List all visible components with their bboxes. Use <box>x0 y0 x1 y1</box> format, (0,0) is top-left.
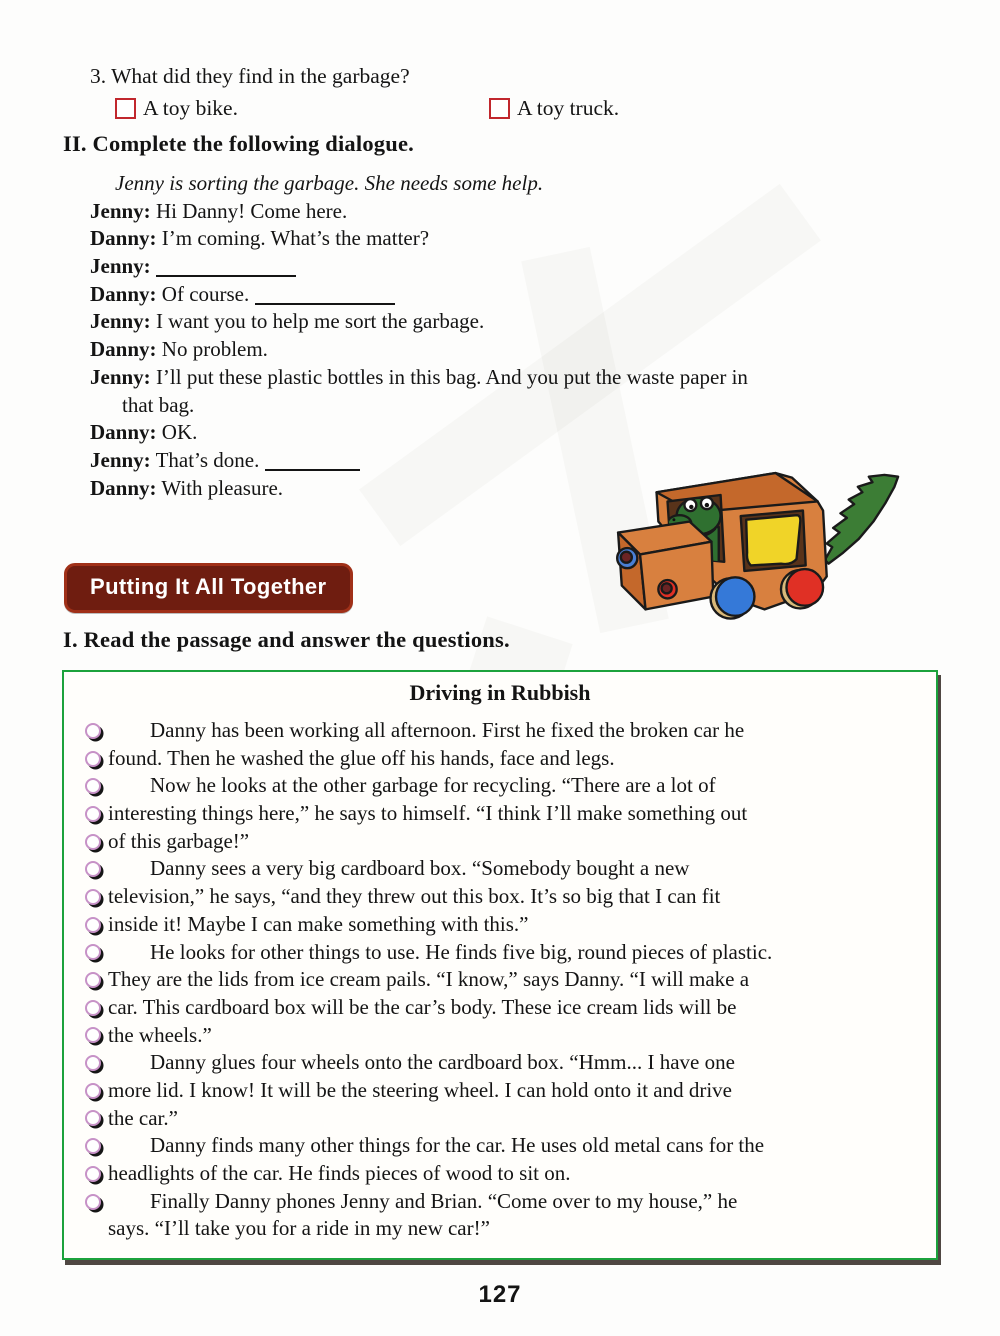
dino-tail <box>825 475 898 564</box>
speaker-name: Jenny: <box>90 447 151 472</box>
ring-slot <box>85 828 101 856</box>
speaker-name: Jenny: <box>90 254 151 279</box>
passage-line: says. “I’ll take you for a ride in my new car!” <box>108 1216 490 1241</box>
margin-rings <box>85 717 101 1215</box>
option-label: A toy bike. <box>143 96 238 120</box>
ring-slot <box>85 1132 101 1160</box>
passage-line: inside it! Maybe I can make something with this.” <box>108 911 529 936</box>
dialogue-line: Danny: With pleasure. <box>90 475 284 500</box>
question-number: 3. <box>90 64 107 88</box>
ring-icon <box>85 917 101 933</box>
speaker-name: Danny: <box>90 281 157 306</box>
car-hood-front <box>640 542 713 610</box>
ring-icon <box>85 1055 101 1071</box>
passage-line: more lid. I know! It will be the steering wheel. I can hold onto it and drive <box>108 1077 733 1102</box>
ring-slot <box>85 855 101 883</box>
ring-slot <box>85 745 101 773</box>
ring-icon <box>85 834 101 850</box>
section-1-heading: I. Read the passage and answer the questions. <box>63 627 510 652</box>
headlight-left-can <box>621 552 632 563</box>
dialogue-intro: Jenny is sorting the garbage. She needs some help. <box>115 171 544 195</box>
question-3 <box>90 64 410 89</box>
passage-line: Now he looks at the other garbage for recycling. “There are a lot of <box>150 773 716 798</box>
passage-line: Finally Danny phones Jenny and Brian. “Come over to my house,” he <box>150 1188 738 1213</box>
rear-wheel <box>786 569 823 606</box>
answer-blank[interactable] <box>156 273 296 277</box>
ring-slot <box>85 911 101 939</box>
answer-blank[interactable] <box>255 301 395 305</box>
dialogue-line: Jenny: I’ll put these plastic bottles in this bag. And you put the waste paper in <box>90 364 748 389</box>
passage-line: found. Then he washed the glue off his hands, face and legs. <box>108 745 615 770</box>
speaker-name: Danny: <box>90 226 157 251</box>
question-3-options <box>0 96 1000 126</box>
ring-slot <box>85 1188 101 1216</box>
putting-it-all-together-banner <box>64 563 353 613</box>
passage-line: Danny has been working all afternoon. First he fixed the broken car he <box>150 718 745 742</box>
ring-slot <box>85 1105 101 1133</box>
dialogue-line: Danny: No problem. <box>90 337 268 362</box>
dialogue-line <box>90 253 930 281</box>
ring-icon <box>85 1000 101 1016</box>
option-toy-bike <box>115 96 238 121</box>
dialogue-line: that bag. <box>122 392 195 417</box>
passage-text <box>108 717 922 1243</box>
ring-icon <box>85 972 101 988</box>
passage-line: Danny glues four wheels onto the cardboard box. “Hmm... I have one <box>150 1050 735 1075</box>
speaker-name: Jenny: <box>90 198 151 223</box>
passage-line: car. This cardboard box will be the car’s body. These ice cream lids will be <box>108 994 737 1019</box>
dialogue-line: Danny: I’m coming. What’s the matter? <box>90 226 430 251</box>
speaker-name: Danny: <box>90 420 157 445</box>
option-label: A toy truck. <box>517 96 620 120</box>
ring-slot <box>85 1077 101 1105</box>
ring-slot <box>85 1022 101 1050</box>
ring-icon <box>85 861 101 877</box>
ring-icon <box>85 1027 101 1043</box>
ring-icon <box>85 1083 101 1099</box>
ring-slot <box>85 994 101 1022</box>
banner-label: Putting It All Together <box>90 574 327 599</box>
passage-line: Danny sees a very big cardboard box. “Somebody bought a new <box>150 856 690 881</box>
passage-line: Danny finds many other things for the car. He uses old metal cans for the <box>150 1133 765 1158</box>
ring-icon <box>85 1110 101 1126</box>
passage-title: Driving in Rubbish <box>409 680 591 705</box>
ring-slot <box>85 1160 101 1188</box>
ring-icon <box>85 1166 101 1182</box>
passage-line: He looks for other things to use. He finds five big, round pieces of plastic. <box>150 939 773 964</box>
ring-icon <box>85 751 101 767</box>
ring-icon <box>85 723 101 739</box>
ring-slot <box>85 1049 101 1077</box>
question-text: What did they find in the garbage? <box>111 64 410 88</box>
passage-line: They are the lids from ice cream pails. “I know,” says Danny. “I will make a <box>108 967 750 992</box>
section-2-heading: II. Complete the following dialogue. <box>63 131 414 156</box>
ring-icon <box>85 806 101 822</box>
dino-pupil <box>705 503 709 507</box>
passage-line: the wheels.” <box>108 1022 212 1047</box>
ring-slot <box>85 717 101 745</box>
dino-pupil <box>689 505 693 509</box>
passage-line: the car.” <box>108 1105 178 1130</box>
page-number: 127 <box>478 1281 522 1308</box>
dialogue-line: Danny: Of course. <box>90 281 930 309</box>
ring-slot <box>85 800 101 828</box>
ring-icon <box>85 889 101 905</box>
dialogue-line: Jenny: That’s done. <box>90 447 930 475</box>
ring-icon <box>85 1138 101 1154</box>
ring-icon <box>85 778 101 794</box>
speaker-name: Jenny: <box>90 309 151 334</box>
option-toy-truck <box>489 96 619 121</box>
dinosaur-car-illustration <box>596 452 944 635</box>
speaker-name: Danny: <box>90 337 157 362</box>
answer-checkbox-toy-truck[interactable] <box>489 98 510 119</box>
passage-line: of this garbage!” <box>108 828 250 853</box>
speaker-name: Danny: <box>90 475 157 500</box>
dialogue-line: Jenny: Hi Danny! Come here. <box>90 198 348 223</box>
dino-nostril <box>672 518 675 521</box>
answer-checkbox-toy-bike[interactable] <box>115 98 136 119</box>
reading-passage-box <box>62 670 938 1260</box>
passage-line: television,” he says, “and they threw out this box. It’s so big that I can fit <box>108 884 721 909</box>
dialogue-line: Jenny: I want you to help me sort the garbage. <box>90 309 485 334</box>
passage-line: headlights of the car. He finds pieces of wood to sit on. <box>108 1161 571 1185</box>
headlight-right-can <box>662 583 672 593</box>
ring-icon <box>85 944 101 960</box>
speaker-name: Jenny: <box>90 364 151 389</box>
ring-slot <box>85 966 101 994</box>
ring-slot <box>85 772 101 800</box>
ring-slot <box>85 883 101 911</box>
ring-slot <box>85 939 101 967</box>
passage-line: interesting things here,” he says to himself. “I think I’ll make something out <box>108 801 748 826</box>
ring-icon <box>85 1194 101 1210</box>
front-wheel <box>716 577 754 615</box>
side-window-curtain <box>746 515 800 565</box>
answer-blank[interactable] <box>265 467 360 471</box>
dialogue-line: Danny: OK. <box>90 420 198 445</box>
